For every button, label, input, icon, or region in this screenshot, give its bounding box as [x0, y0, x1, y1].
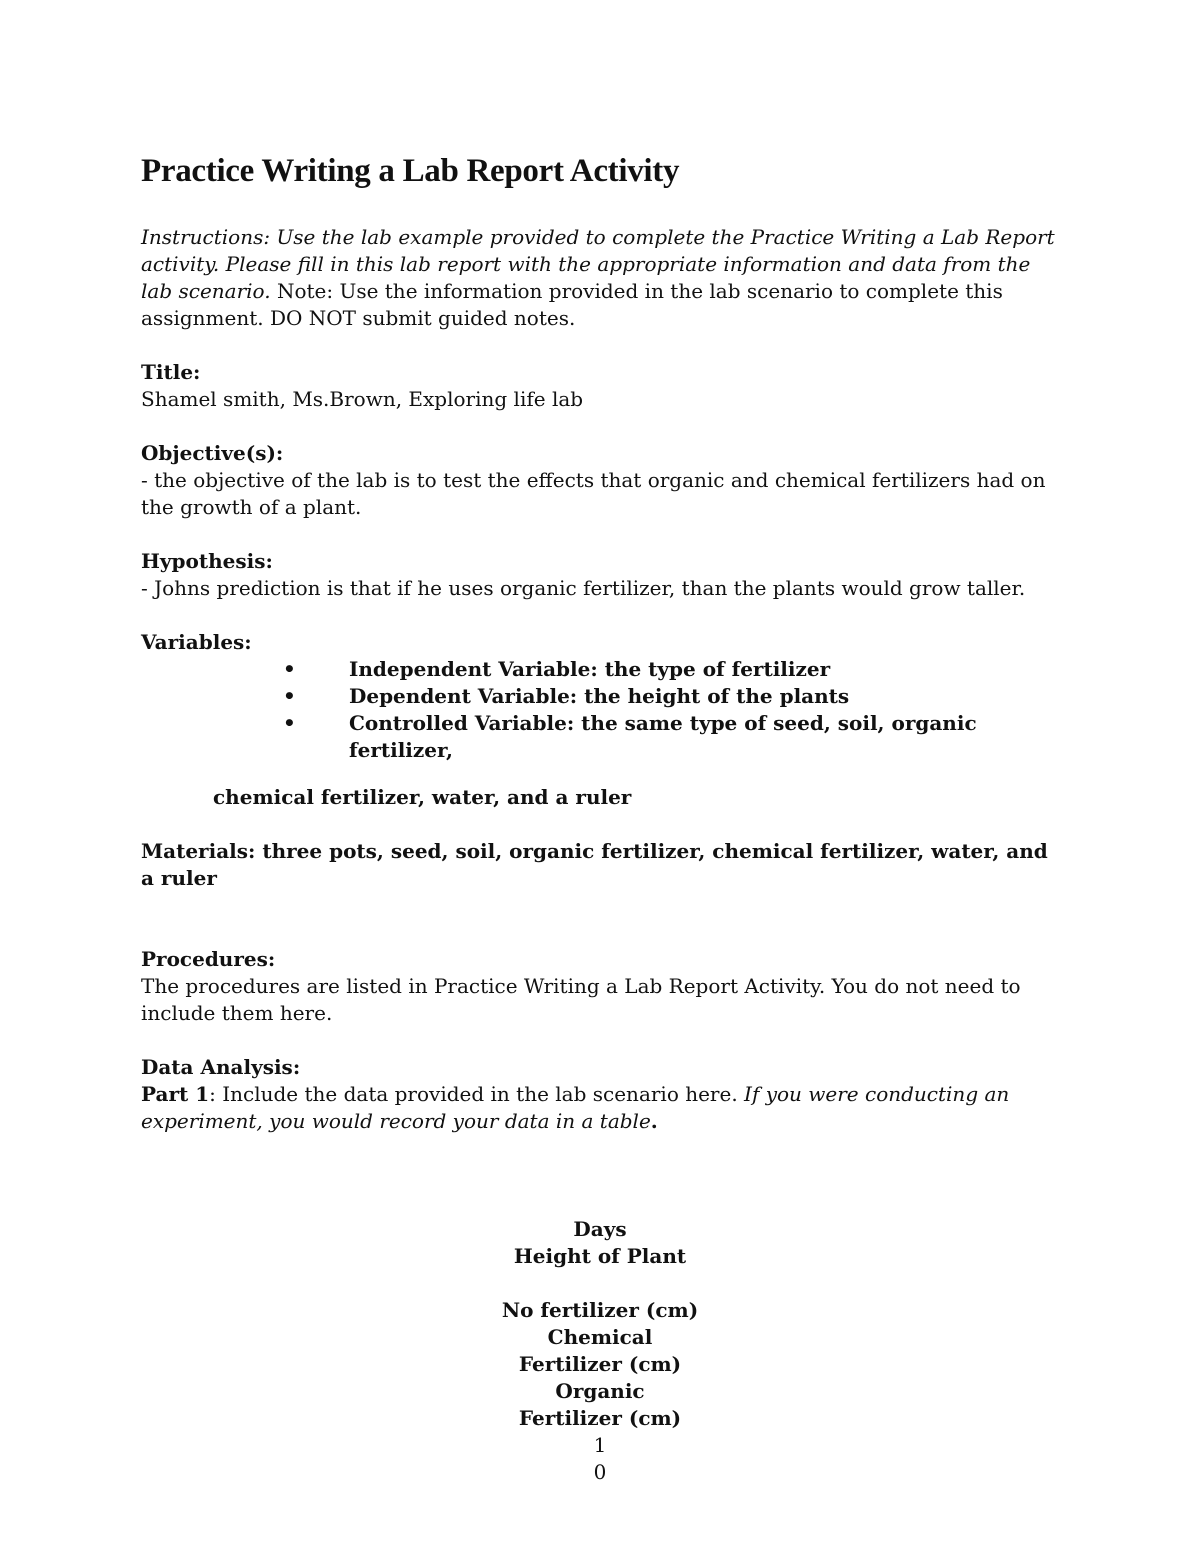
part-1-text: : Include the data provided in the lab scenario here.: [209, 1082, 745, 1106]
bullet-icon: •: [283, 657, 296, 681]
table-col-chemical-line1: Chemical: [547, 1325, 653, 1349]
data-analysis-heading: Data Analysis:: [141, 1055, 301, 1079]
instructions-italic-text: Instructions: Use the lab example provided to complete the Practice Writing a Lab Report activity. Please fill in this lab report with the appropriate information and data from the lab scenario.: [141, 225, 1055, 303]
variable-text: Dependent Variable: the height of the plants: [349, 684, 850, 708]
title-section: [141, 359, 1061, 413]
data-table: [141, 1216, 1059, 1486]
variable-item-controlled: [141, 710, 1061, 764]
variables-heading: Variables:: [141, 630, 252, 654]
variable-item-independent: [141, 656, 1061, 683]
variables-list: [141, 656, 1061, 764]
table-col-chemical-line2: Fertilizer (cm): [518, 1352, 682, 1376]
part-1-paragraph: [141, 1081, 1061, 1135]
hypothesis-heading: Hypothesis:: [141, 549, 273, 573]
document-title: Practice Writing a Lab Report Activity: [141, 153, 680, 189]
table-col-no-fertilizer: No fertilizer (cm): [501, 1298, 699, 1322]
document-page: [141, 148, 1061, 1486]
table-col-organic-line2: Fertilizer (cm): [518, 1406, 682, 1430]
bullet-icon: •: [283, 711, 296, 735]
materials-line: Materials: three pots, seed, soil, organic fertilizer, chemical fertilizer, water, and a ruler: [141, 839, 1048, 890]
variables-section: [141, 629, 1061, 811]
table-header-height: Height of Plant: [513, 1244, 687, 1268]
hypothesis-text: - Johns prediction is that if he uses organic fertilizer, than the plants would grow taller.: [141, 576, 1026, 600]
data-analysis-section: [141, 1054, 1061, 1135]
procedures-section: [141, 946, 1061, 1027]
procedures-heading: Procedures:: [141, 947, 276, 971]
part-1-label: Part 1: [141, 1082, 210, 1106]
part-1-period: .: [650, 1109, 658, 1133]
table-col-organic-line1: Organic: [555, 1379, 645, 1403]
instructions-paragraph: [141, 224, 1061, 332]
part-1-italic-text: If you were conducting an experiment, you would record your data in a table: [141, 1082, 1010, 1133]
variable-text: Independent Variable: the type of fertilizer: [349, 657, 831, 681]
bullet-icon: •: [283, 684, 296, 708]
variable-item-dependent: [141, 683, 1061, 710]
variable-continuation: chemical fertilizer, water, and a ruler: [213, 785, 632, 809]
hypothesis-section: [141, 548, 1061, 602]
variable-text: Controlled Variable: the same type of seed, soil, organic fertilizer,: [349, 711, 977, 762]
table-cell-day: 1: [593, 1433, 607, 1457]
table-spacer: [141, 1270, 1059, 1297]
procedures-text: The procedures are listed in Practice Writing a Lab Report Activity. You do not need to include them here.: [141, 974, 1021, 1025]
title-heading: Title:: [141, 360, 201, 384]
objective-text: - the objective of the lab is to test the effects that organic and chemical fertilizers had on the growth of a plant.: [141, 468, 1046, 519]
objective-section: [141, 440, 1061, 521]
title-text: Shamel smith, Ms.Brown, Exploring life lab: [141, 387, 584, 411]
objective-heading: Objective(s):: [141, 441, 284, 465]
instructions-note-text: Note: Use the information provided in the lab scenario to complete this assignment. DO NOT submit guided notes.: [141, 279, 1003, 330]
table-cell-value: 0: [593, 1460, 607, 1484]
table-header-days: Days: [573, 1217, 627, 1241]
